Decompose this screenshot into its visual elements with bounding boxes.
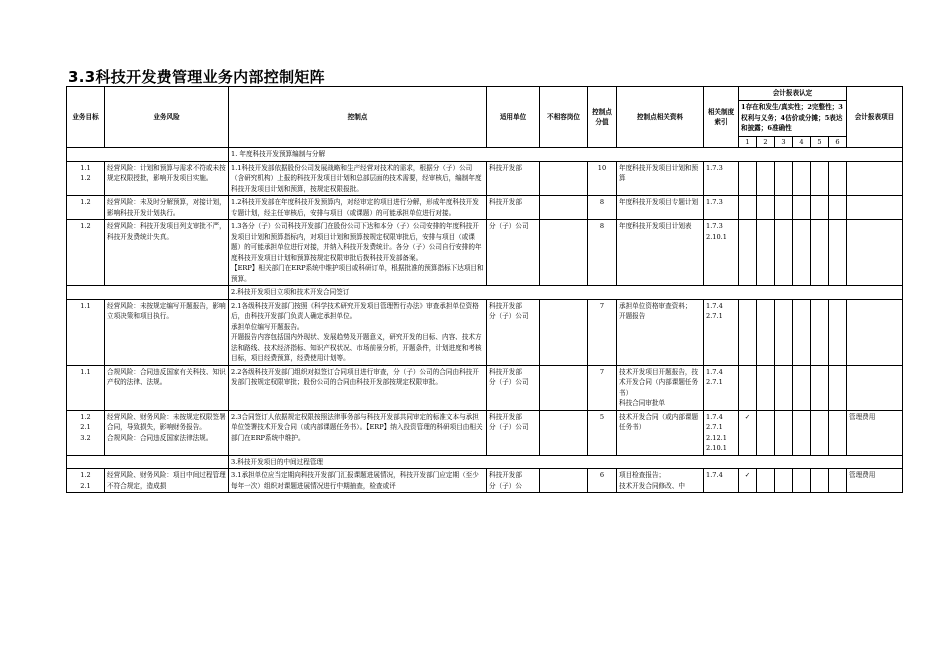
assertion-check-2 [757,299,775,365]
goal-cell: 1.1 [67,299,105,365]
table-row [67,469,903,493]
assertion-check-1: ✓ [739,410,757,455]
assertion-check-4 [793,469,811,493]
assertion-check-1 [739,299,757,365]
incompatible-cell [540,220,588,286]
goal-cell: 1.2 [67,196,105,220]
docs-cell: 承担单位资格审查资料； 开题报告 [617,299,704,365]
unit-cell: 科技开发部 分（子）公司 [487,299,540,365]
control-cell: 1.3各分（子）公司科技开发部门在股份公司下达和本分（子）公司安排的年度科技开发项目计划和预算指标内，对项目计划和预算按规定权限审批后，安排与项目（或课题）的可能承担单位进行对接，并纳入科技开发费统计。各分（子）公司自行安排的年度科技开发项目计划和预算按规定权限审批后拨科技开发部备案。 【ERP】相关部门在ERP系统中维护项目或科研订单，根据批准的预算指标下达项目和预算。 [229,220,487,286]
assertion-check-4 [793,161,811,196]
goal-cell: 1.1 1.2 [67,161,105,196]
control-cell: 2.1各级科技开发部门按照《科学技术研究开发项目管理暂行办法》审查承担单位资格后，由科技开发部门负责人确定承担单位。 承担单位编写开题报告。 开题报告内容包括国内外现状、发展趋势及开题意义，研究开发的目标、内容、技术方法和路线、技术经济指标、知识产权状况、市场前景分析，开题条件，计划进度和考核目标，项目经费预算，经费使用计划等。 [229,299,487,365]
assertion-check-5 [811,410,829,455]
assertion-check-6 [829,161,847,196]
system-cell: 1.7.3 2.10.1 [704,220,739,286]
docs-cell: 年度科技开发项目计划和预算 [617,161,704,196]
score-cell: 7 [588,299,617,365]
risk-cell: 经营风险、财务风险：未按规定权限签署合同，导致损失，影响财务报告。 合规风险：合同违反国家法律法规。 [105,410,229,455]
incompatible-cell [540,469,588,493]
page-title: 3.3科技开发费管理业务内部控制矩阵 [68,68,325,86]
matrix-body [67,148,903,493]
docs-cell: 年度科技开发项目专题计划 [617,196,704,220]
unit-cell: 科技开发部 分（子）公司 [487,365,540,410]
risk-cell: 经营风险、财务风险：项目中间过程管理不符合规定，造成损 [105,469,229,493]
header-acct-num-2: 2 [757,136,775,148]
control-cell: 2.2各级科技开发部门组织对拟签订合同项目进行审查，分（子）公司的合同由科技开发部门按规定权限审批；股份公司的合同由科技开发部按规定权限审批。 [229,365,487,410]
goal-cell: 1.2 [67,220,105,286]
assertion-check-4 [793,196,811,220]
system-cell: 1.7.4 2.7.1 [704,365,739,410]
header-score: 控制点分值 [588,87,617,148]
header-acct-confirm: 会计报表认定 [739,87,847,101]
section-title: 3.科技开发项目的中间过程管理 [229,455,903,469]
incompatible-cell [540,410,588,455]
section-row [67,286,903,300]
assertion-check-6 [829,365,847,410]
header-incompatible: 不相容岗位 [540,87,588,148]
unit-cell: 科技开发部 分（子）公 [487,469,540,493]
section-row [67,148,903,162]
assertion-check-3 [775,469,793,493]
table-row [67,196,903,220]
assertion-check-5 [811,196,829,220]
assertion-check-2 [757,161,775,196]
header-docs: 控制点相关资料 [617,87,704,148]
incompatible-cell [540,196,588,220]
risk-cell: 经营风险：未及时分解预算，对接计划，影响科技开发计划执行。 [105,196,229,220]
header-acct-num-6: 6 [829,136,847,148]
unit-cell: 科技开发部 [487,161,540,196]
assertion-check-5 [811,161,829,196]
system-cell: 1.7.3 [704,196,739,220]
section-blank-cell [67,286,229,300]
assertion-check-4 [793,220,811,286]
risk-cell: 经营风险：未按规定编写开题报告，影响立项决策和项目执行。 [105,299,229,365]
risk-cell: 经营风险：计划和预算与需求不符或未按规定权限授批，影响开发项目实施。 [105,161,229,196]
table-row [67,365,903,410]
control-cell: 2.3合同签订人依据规定权限按照法律事务部与科技开发部共同审定的标准文本与承担单位签署技术开发合同（或内部课题任务书）。【ERP】纳入投资管理的科研项目由相关部门在ERP系统中维护。 [229,410,487,455]
assertion-check-1 [739,161,757,196]
assertion-check-4 [793,299,811,365]
unit-cell: 科技开发部 分（子）公司 [487,410,540,455]
docs-cell: 项目检查报告； 技术开发合同修改、中 [617,469,704,493]
assertion-check-3 [775,410,793,455]
section-title: 1. 年度科技开发预算编制与分解 [229,148,903,162]
incompatible-cell [540,161,588,196]
assertion-check-2 [757,410,775,455]
risk-cell: 合规风险：合同违反国家有关科技、知识产权的法律、法规。 [105,365,229,410]
docs-cell: 技术开发项目开题报告，技术开发合同（内部课题任务书） 科技合同审批单 [617,365,704,410]
section-blank-cell [67,455,229,469]
score-cell: 6 [588,469,617,493]
assertion-check-2 [757,469,775,493]
table-row [67,161,903,196]
assertion-check-6 [829,410,847,455]
assertion-check-1 [739,365,757,410]
incompatible-cell [540,365,588,410]
incompatible-cell [540,299,588,365]
assertion-check-5 [811,365,829,410]
header-acct-num-4: 4 [793,136,811,148]
assertion-check-1 [739,220,757,286]
docs-cell: 年度科技开发项目计划表 [617,220,704,286]
header-goal: 业务目标 [67,87,105,148]
assertion-check-3 [775,299,793,365]
header-report: 会计报表项目 [847,87,903,148]
assertion-check-5 [811,299,829,365]
report-cell: 管理费用 [847,410,903,455]
section-title: 2.科技开发项目立项和技术开发合同签订 [229,286,903,300]
report-cell [847,220,903,286]
goal-cell: 1.2 2.1 3.2 [67,410,105,455]
control-matrix-table [66,86,903,493]
header-acct-num-5: 5 [811,136,829,148]
header-acct-num-3: 3 [775,136,793,148]
goal-cell: 1.1 [67,365,105,410]
header-system: 相关制度索引 [704,87,739,148]
system-cell: 1.7.4 [704,469,739,493]
report-cell [847,196,903,220]
docs-cell: 技术开发合同（或内部课题任务书） [617,410,704,455]
risk-cell: 经营风险：科技开发项目列支审批不严，科技开发费统计失真。 [105,220,229,286]
table-row [67,220,903,286]
report-cell [847,161,903,196]
control-cell: 1.1科技开发部依据股份公司发展战略和生产经营对技术的需求，根据分（子）公司（含研究机构）上报的科技开发项目计划和总部层面的技术需要，经审核后，编制年度科技开发项目计划和预算，按规定权限报批。 [229,161,487,196]
header-risk: 业务风险 [105,87,229,148]
assertion-check-2 [757,220,775,286]
assertion-check-6 [829,196,847,220]
assertion-check-1: ✓ [739,469,757,493]
score-cell: 8 [588,220,617,286]
section-row [67,455,903,469]
unit-cell: 科技开发部 [487,196,540,220]
system-cell: 1.7.4 2.7.1 2.12.1 2.10.1 [704,410,739,455]
assertion-check-5 [811,469,829,493]
table-row [67,410,903,455]
score-cell: 5 [588,410,617,455]
report-cell: 管理费用 [847,469,903,493]
assertion-check-3 [775,161,793,196]
header-control: 控制点 [229,87,487,148]
report-cell [847,365,903,410]
assertion-check-5 [811,220,829,286]
goal-cell: 1.2 2.1 [67,469,105,493]
assertion-check-1 [739,196,757,220]
assertion-check-6 [829,469,847,493]
assertion-check-6 [829,220,847,286]
assertion-check-3 [775,196,793,220]
system-cell: 1.7.4 2.7.1 [704,299,739,365]
header-acct-items: 1存在和发生/真实性；2完整性；3权利与义务；4估价或分摊；5表达和披露；6准确性 [739,100,847,136]
system-cell: 1.7.3 [704,161,739,196]
header-unit: 适用单位 [487,87,540,148]
unit-cell: 分（子）公司 [487,220,540,286]
assertion-check-4 [793,365,811,410]
assertion-check-3 [775,220,793,286]
report-cell [847,299,903,365]
section-blank-cell [67,148,229,162]
header-acct-num-1: 1 [739,136,757,148]
assertion-check-4 [793,410,811,455]
assertion-check-6 [829,299,847,365]
control-cell: 3.1承担单位应当定期向科技开发部门汇报课题进展情况，科技开发部门应定期（至少每年一次）组织对课题进展情况进行中期抽查，检查或评 [229,469,487,493]
assertion-check-2 [757,196,775,220]
assertion-check-2 [757,365,775,410]
control-cell: 1.2科技开发部在年度科技开发预算内，对经审定的项目进行分解，形成年度科技开发专题计划，经主任审核后，安排与项目（或课题）的可能承担单位进行对接。 [229,196,487,220]
score-cell: 7 [588,365,617,410]
score-cell: 8 [588,196,617,220]
table-row [67,299,903,365]
score-cell: 10 [588,161,617,196]
assertion-check-3 [775,365,793,410]
